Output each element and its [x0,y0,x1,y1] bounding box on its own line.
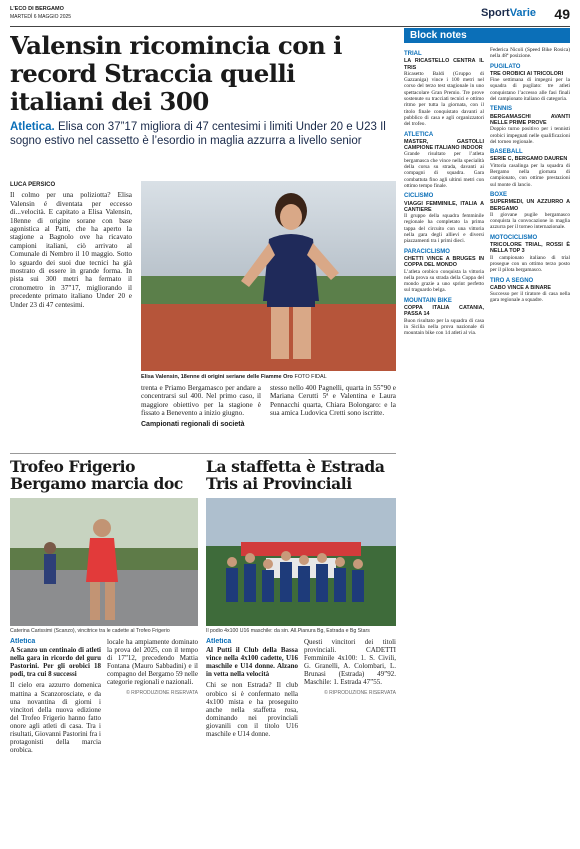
note-text: Ricasetto Baldi (Gruppo di Gazzaniga) vince i 100 metri nel corso del terzo test stagionale in uno spettacolare Gran Premio. Tre prove sostenute su tracciati tecnici e ottimo ritmo per tutta la giornata, con il titolo finale conquistato davanti al pubblico di casa e agli organizzatori del trofeo. [404,70,484,128]
main-body [10,181,396,451]
main-article [10,28,396,840]
frigerio-kicker: Atletica [10,638,36,645]
main-column-1-text: Il colmo per una poliziotta? Elisa Valensin é diventata per eccesso di...velocità. E capitato a Elisa Valensin, 18enne di origine sorane con base agonistica al Patti, che ha aperto la stagione a Bagnolo ove ha ricavato campioni italiani, ciò arrivato al Comunale di Nembro il 10 maggio. Sotto lo sguardo dei suoi due tecnici ha già mostrato di essere in grande forma. In pista sui 300 metri ha fermato il cronometro in 37”17, migliorando il precedente primato italiano Under 20 e Under 23 di 47 centesimi. [10,191,132,309]
note-text: Il gruppo della squadra femminile regionale ha completato la prima tappa del circuito con una vittoria nella gara degli allievi e diversi piazzamenti tra i primi dieci. [404,213,484,245]
staffetta-headline: La staffetta è Estrada Tris ai Provinciali [206,458,385,493]
block-notes-title: Block notes [404,28,570,43]
note-title: LA RICASTELLO CENTRA IL TRIS [404,58,484,71]
note-title: CABO VINCE A BINARE [490,284,551,291]
block-notes-col-1 [404,47,484,837]
staffetta-col-1 [206,638,298,808]
note-title: CHETTI VINCE A BRUGES IN COPPA DEL MONDO [404,255,484,269]
main-column-1 [10,181,132,451]
section-sport: Sport [480,7,510,19]
page-number: 49 [554,6,570,22]
note-title: MASTER, GASTOLLI CAMPIONE ITALIANO INDOOR [404,138,484,152]
section-divider [10,453,396,454]
section-label [481,7,536,19]
note-text: Il campionato italiano di trial prosegue con un ottimo terzo posto per il pilota bergamasco. [490,254,570,274]
note-title: SERIE C, BERGAMO DAUREN [490,156,568,163]
main-column-3: stesso nello 400 Pagnelli, quarta in 55”90 e Mariana Cerutti 5ª e Valentina e Laura Pennacchi quarta, Chiara Bolongaro: e la sua amica Ludovica Cretti sono iscritte. [270,384,396,418]
col2-kicker: Campionati regionali di società [141,420,245,428]
note-category: BASEBALL [490,149,523,156]
frigerio-col-1 [10,638,101,808]
main-subtitle-text: Elisa con 37”17 migliora di 47 centesimi i limiti Under 20 e U23 Il sogno estivo nel cassetto è l’esordio in maglia azzurra a livello senior [10,121,386,147]
frigerio-caption: Caterina Carissimi (Scanzo), vincitrice tra le cadette al Trofeo Frigerio [10,628,170,634]
note-text: Vittoria casalinga per la squadra di Bergamo nella giornata di campionato, con ottime prestazioni sul monte di lancio. [490,162,570,188]
page-header [10,6,570,24]
note-text: Fine settimana di impegni per la squadra di pugilato: tre atleti conquistano l’accesso alle fasi finali del campionato italiano di categoria. [490,77,570,103]
note-text: Successo per il tiratore di casa nella gara regionale a squadre. [490,291,570,304]
block-notes-columns [404,47,570,837]
staffetta-text-2: Questi vincitori dei titoli provinciali. CADETTI Femminile 4x100: 1. S. Civili, G. Granelli, A. Colombari, L. Brunasi (Estrada) 49”92. Maschile: 1. Estrada 47”55. [304,638,396,687]
note-category: MOUNTAIN BIKE [404,297,452,304]
frigerio-article [10,458,198,838]
section-varie: Varie [509,7,536,19]
note-title: SUPERMEDI, UN AZZURRO A BERGAMO [490,199,570,212]
note-category: TIRO A SEGNO [490,277,534,284]
staffetta-text: Chi se non Estrada? Il club orobico si è confermato nella 4x100 mista e ha proseguito anche nella staffetta rosa, dominando nei provinciali giovanili con il titolo U16 maschile e U14 donne. [206,681,298,739]
note-category: MOTOCICLISMO [490,234,538,241]
note-title: TRICOLORE TRIAL, ROSSI È NELLA TOP 3 [490,242,570,255]
note-title: BERGAMASCHI AVANTI NELLE PRIME PROVE [490,113,570,126]
note-title: VIAGGI FEMMINILE, ITALIA A CANTIERE [404,200,484,213]
note-category: CICLISMO [404,193,434,200]
frigerio-headline: Trofeo Frigerio Bergamo marcia doc [10,458,183,493]
note-category: PUGILATO [490,63,521,70]
staffetta-copyright: © RIPRODUZIONE RISERVATA [324,689,396,696]
frigerio-photo [10,498,198,626]
note-text: Grande risultato per l’atleta bergamasca che vince nella specialità della corsa su strada, davanti ai compagni di squadra. Gara combattuta fino agli ultimi metri con ottimo tempo finale. [404,151,484,189]
main-column-2-text: trenta e Priamo Bergamasco per andare a concentrarsi sul 400. Nel primo caso, il maggiore obiettivo per la stagione è fissato a Benevento a inizio giugno. [141,384,261,418]
note-text: Il giovane pugile bergamasco conquista la convocazione in maglia azzurra per il torneo internazionale. [490,211,570,231]
staffetta-body [206,638,396,808]
caption-credit: FOTO FIDAL [294,374,327,380]
issue-date: MARTEDÌ 6 MAGGIO 2025 [10,14,72,20]
main-kicker: Atletica. [10,121,55,133]
note-title: COPPA ITALIA CATANIA, PASSA 14 [404,304,484,318]
note-category: PARACICLISMO [404,248,450,255]
staffetta-col-2 [304,638,396,808]
frigerio-text: Il cielo era azzurro domenica mattina a Scanzorosciate, e da una novantina di giorni i vincitori della nuova edizione del Trofeo Frigerio hanno fatto onore agli atleti di casa. Tra i risultati, Giovanni Pastorini fra i protagonisti della marcia orobica. [10,681,101,755]
note-category: TRIAL [404,51,422,57]
frigerio-col-2 [107,638,198,808]
staffetta-article [206,458,396,838]
frigerio-text-2: locale ha ampiamente dominato la prova del 2025, con il tempo di 17”12, precedendo Mattia Fontana (Mauro Sabbadini) e il compagno del Bergamo 59 nelle categorie regionali e nazionali. [107,638,198,687]
note-title: TRE OROBICI AI TRICOLORI [490,70,564,77]
frigerio-copyright: © RIPRODUZIONE RISERVATA [126,689,198,696]
note-text: Buon risultato per la squadra di casa in Sicilia nella prova nazionale di mountain bike con 14 atleti al via. [404,317,484,337]
staffetta-photo [206,498,396,626]
note-text: L’atleta orobico conquista la vittoria nella prova su strada della Coppa del mondo grazie a uno sprint perfetto sul traguardo belga. [404,268,484,294]
caption-text: Elisa Valensin, 18enne di origini seriane delle Fiamme Oro [141,374,293,380]
note-category: BOXE [490,191,508,198]
main-photo [141,181,396,371]
note-text: Doppio turno positivo per i tennisti orobici impegnati nelle qualificazioni del torneo regionale. [490,126,570,145]
newspaper-name: L'ECO DI BERGAMO [10,6,64,12]
note-category: ATLETICA [404,131,434,138]
main-subtitle [10,120,396,148]
note-text: Federica Nicoli (Speed Bike Rosica) nella 48ª posizione. [490,47,570,60]
staffetta-lead: Al Putti il Club della Bassa vince nella 4x100 cadette, U16 maschile e U14 donne. Alzano in vetta nella velocità [206,646,298,679]
staffetta-caption: Il podio 4x100 U16 maschile: da sin. All.Pianura Bg, Estrada e Bg Stars [206,628,370,634]
main-photo-caption [141,374,396,380]
note-category: TENNIS [490,106,513,113]
main-column-2 [141,384,261,451]
byline: LUCA PERSICO [10,182,56,188]
frigerio-lead: A Scanzo un centinaio di atleti nella gara in ricordo del guru Pastorini. Per gli orobici 18 podi, tra cui 8 successi [10,646,101,679]
header-rule [10,26,570,27]
frigerio-body [10,638,198,808]
block-notes-col-2 [490,47,570,837]
main-headline: Valensin ricomincia con i record Straccia quelli italiani dei 300 [10,31,342,116]
staffetta-kicker: Atletica [206,638,232,645]
block-notes-sidebar [404,28,570,840]
